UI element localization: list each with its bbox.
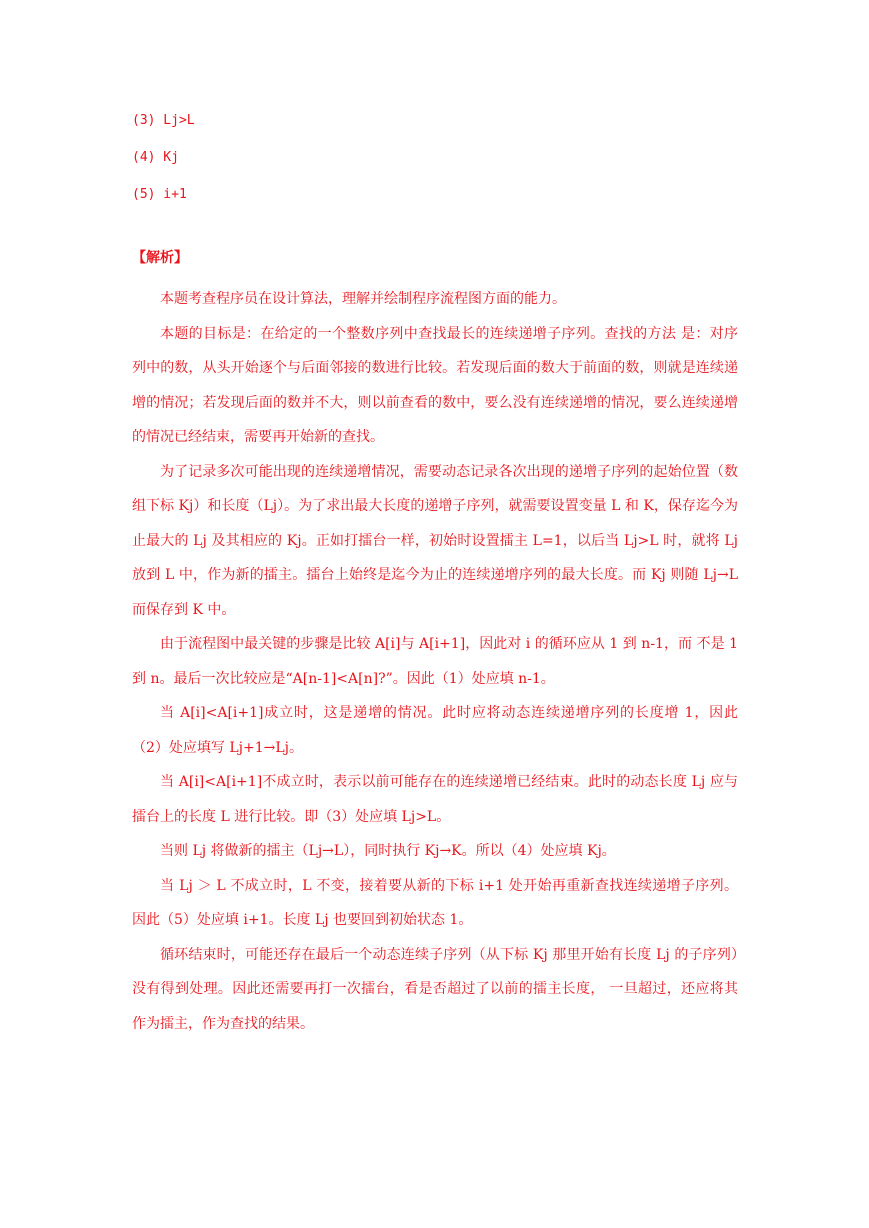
analysis-paragraph: 当 A[i]<A[i+1]不成立时，表示以前可能存在的连续递增已经结束。此时的动态长度 Lj 应与擂台上的长度 L 进行比较。即（3）处应填 Lj>L。 <box>132 774 738 825</box>
answer-item-5: (5) i+1 <box>132 187 187 202</box>
analysis-paragraph: 本题的目标是：在给定的一个整数序列中查找最长的连续递增子序列。查找的方法 是：对序列中的数，从头开始逐个与后面邻接的数进行比较。若发现后面的数大于前面的数，则就是连续递增的情况；若发现后面的数并不大，则以前查看的数中，要么没有连续递增的情况，要么连续递增的情况已经结束，需要再开始新的查找。 <box>132 325 738 445</box>
analysis-paragraph: 当 Lj ＞ L 不成立时，L 不变，接着要从新的下标 i+1 处开始再重新查找连续递增子序列。因此（5）处应填 i+1。长度 Lj 也要回到初始状态 1。 <box>132 877 738 928</box>
analysis-paragraph: 为了记录多次可能出现的连续递增情况，需要动态记录各次出现的递增子序列的起始位置（数组下标 Kj）和长度（Lj）。为了求出最大长度的递增子序列，就需要设置变量 L 和 K，保存迄今为止最大的 Lj 及其相应的 Kj。正如打擂台一样，初始时设置擂主 L=1，以后当 Lj>L 时，就将 Lj 放到 L 中，作为新的擂主。擂台上始终是迄今为止的连续递增序列的最大长度。而 Kj 则随 Lj→L 而保存到 K 中。 <box>132 463 738 618</box>
answer-item-3: (3) Lj>L <box>132 113 195 128</box>
analysis-paragraph: 当则 Lj 将做新的擂主（Lj→L），同时执行 Kj→K。所以（4）处应填 Kj。 <box>160 843 616 859</box>
answer-item-4: (4) Kj <box>132 150 179 165</box>
analysis-paragraph: 循环结束时，可能还存在最后一个动态连续子序列（从下标 Kj 那里开始有长度 Lj 的子序列）没有得到处理。因此还需要再打一次擂台，看是否超过了以前的擂主长度， 一旦超过，还应将其作为擂主，作为查找的结果。 <box>132 946 738 1032</box>
answer-list <box>132 108 195 219</box>
analysis-paragraph: 由于流程图中最关键的步骤是比较 A[i]与 A[i+1]，因此对 i 的循环应从 1 到 n-1，而 不是 1 到 n。最后一次比较应是“A[n-1]<A[n]?”。因此（1）处应填 n-1。 <box>132 636 738 687</box>
analysis-paragraph: 本题考查程序员在设计算法，理解并绘制程序流程图方面的能力。 <box>160 291 566 307</box>
analysis-paragraph: 当 A[i]<A[i+1]成立时，这是递增的情况。此时应将动态连续递增序列的长度增 1，因此（2）处应填写 Lj+1→Lj。 <box>132 705 738 756</box>
analysis-body <box>132 282 738 1041</box>
analysis-heading: 【解析】 <box>132 250 188 266</box>
